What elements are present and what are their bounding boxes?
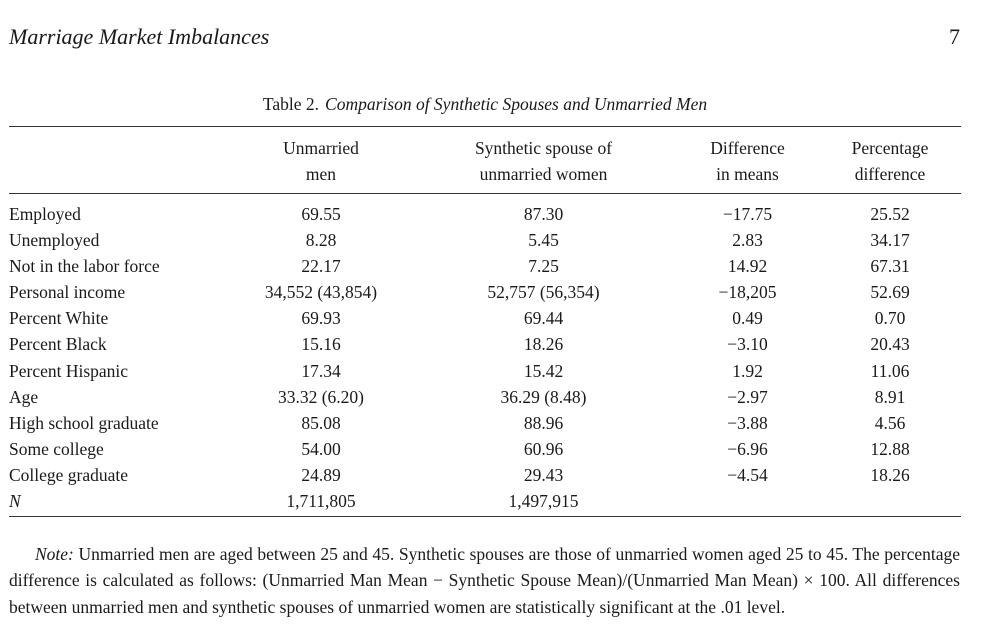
cell-c1: 85.08	[301, 412, 341, 433]
cell-c3: −3.10	[727, 334, 768, 355]
cell-c4: 25.52	[870, 204, 910, 224]
table-row	[9, 462, 961, 488]
cell-c2: 15.42	[523, 360, 564, 381]
cell-c2: 36.29 (8.48)	[500, 386, 587, 407]
cell-c2: 88.96	[523, 412, 564, 433]
header-col-1-line2: men	[231, 161, 411, 194]
comparison-table	[9, 126, 961, 517]
header-col-4-line2: difference	[819, 161, 961, 194]
header-col-3-line2: in means	[676, 161, 819, 194]
cell-c2: 1,497,915	[411, 488, 676, 517]
cell-c3: 0.49	[732, 308, 763, 329]
cell-c3: −2.97	[727, 386, 768, 407]
cell-c3: 14.92	[727, 256, 768, 277]
table-row	[9, 331, 961, 357]
table-row	[9, 305, 961, 331]
row-label: Percent Hispanic	[9, 360, 129, 381]
row-label: Percent Black	[9, 334, 107, 355]
table-body	[9, 194, 961, 517]
table-row	[9, 194, 961, 228]
cell-c3: −3.88	[727, 412, 768, 433]
table-row	[9, 253, 961, 279]
cell-c4: 4.56	[874, 412, 906, 433]
running-title: Marriage Market Imbalances	[9, 24, 270, 49]
cell-c4: 20.43	[870, 334, 910, 355]
cell-c2: 52,757 (56,354)	[487, 282, 600, 303]
row-label: N	[9, 488, 231, 517]
cell-c2: 60.96	[523, 438, 564, 459]
table-row	[9, 488, 961, 517]
cell-c4: 0.70	[874, 308, 906, 329]
table-row	[9, 384, 961, 410]
cell-c3: −18,205	[718, 282, 777, 303]
caption-label: Table 2.	[262, 94, 320, 114]
cell-c1: 34,552 (43,854)	[264, 282, 378, 303]
cell-c2: 18.26	[523, 334, 564, 355]
table-row	[9, 410, 961, 436]
cell-c4: 52.69	[870, 282, 910, 303]
table-note	[9, 541, 960, 621]
cell-c4: 34.17	[870, 230, 910, 251]
table-caption	[0, 94, 970, 115]
header-col-2-line1: Synthetic spouse of	[474, 138, 613, 158]
row-label: Employed	[9, 204, 81, 224]
note-text: Unmarried men are aged between 25 and 45. Synthetic spouses are those of unmarried women aged 25 to 45. The percentage difference is calculated as follows: (Unmarried Man Mean − Synthetic Spouse Mean)/(Unmarried Man Mean) × 100. All differences between unmarried men and synthetic spouses of unmarried women are statistically significant at the .01 level.	[9, 543, 961, 617]
cell-c2: 29.43	[523, 464, 564, 485]
cell-c2: 7.25	[528, 256, 559, 277]
page-number: 7	[949, 24, 960, 49]
header-col-2-line2: unmarried women	[411, 161, 676, 194]
cell-c3	[676, 488, 819, 517]
cell-c3: −6.96	[727, 438, 768, 459]
cell-c1: 1,711,805	[231, 488, 411, 517]
table-row	[9, 436, 961, 462]
cell-c1: 69.55	[301, 204, 341, 224]
cell-c2: 87.30	[523, 204, 564, 224]
caption-title: Comparison of Synthetic Spouses and Unmarried Men	[325, 94, 708, 114]
header-col-4-line1: Percentage	[851, 138, 929, 158]
cell-c4: 12.88	[870, 438, 910, 459]
header-stub	[9, 127, 231, 162]
cell-c1: 15.16	[301, 334, 341, 355]
cell-c4: 67.31	[870, 256, 910, 277]
row-label: College graduate	[9, 464, 129, 485]
cell-c1: 22.17	[301, 256, 341, 277]
cell-c4: 8.91	[874, 386, 906, 407]
note-label: Note:	[35, 543, 74, 564]
cell-c1: 33.32 (6.20)	[277, 386, 365, 407]
table-row	[9, 358, 961, 384]
cell-c1: 8.28	[305, 230, 337, 251]
table-header	[9, 127, 961, 194]
row-label: Unemployed	[9, 230, 100, 251]
cell-c4	[819, 488, 961, 517]
row-label: Not in the labor force	[9, 256, 160, 277]
cell-c4: 11.06	[870, 360, 910, 381]
header-col-3-line1: Difference	[710, 138, 785, 158]
cell-c4: 18.26	[870, 464, 910, 485]
header-col-1-line1: Unmarried	[283, 138, 359, 158]
header-stub-2	[9, 161, 231, 194]
cell-c3: −17.75	[722, 204, 773, 224]
table-row	[9, 279, 961, 305]
row-label: Some college	[9, 438, 104, 459]
cell-c1: 54.00	[301, 438, 341, 459]
row-label: High school graduate	[9, 412, 159, 433]
row-label: Percent White	[9, 308, 109, 329]
cell-c1: 69.93	[301, 308, 341, 329]
cell-c2: 69.44	[523, 308, 564, 329]
row-label: Personal income	[9, 282, 126, 303]
cell-c2: 5.45	[528, 230, 559, 251]
row-label: Age	[9, 386, 39, 407]
cell-c1: 17.34	[301, 360, 341, 381]
cell-c1: 24.89	[301, 464, 341, 485]
cell-c3: 2.83	[732, 230, 763, 251]
cell-c3: 1.92	[732, 360, 763, 381]
table-row	[9, 227, 961, 253]
cell-c3: −4.54	[727, 464, 768, 485]
